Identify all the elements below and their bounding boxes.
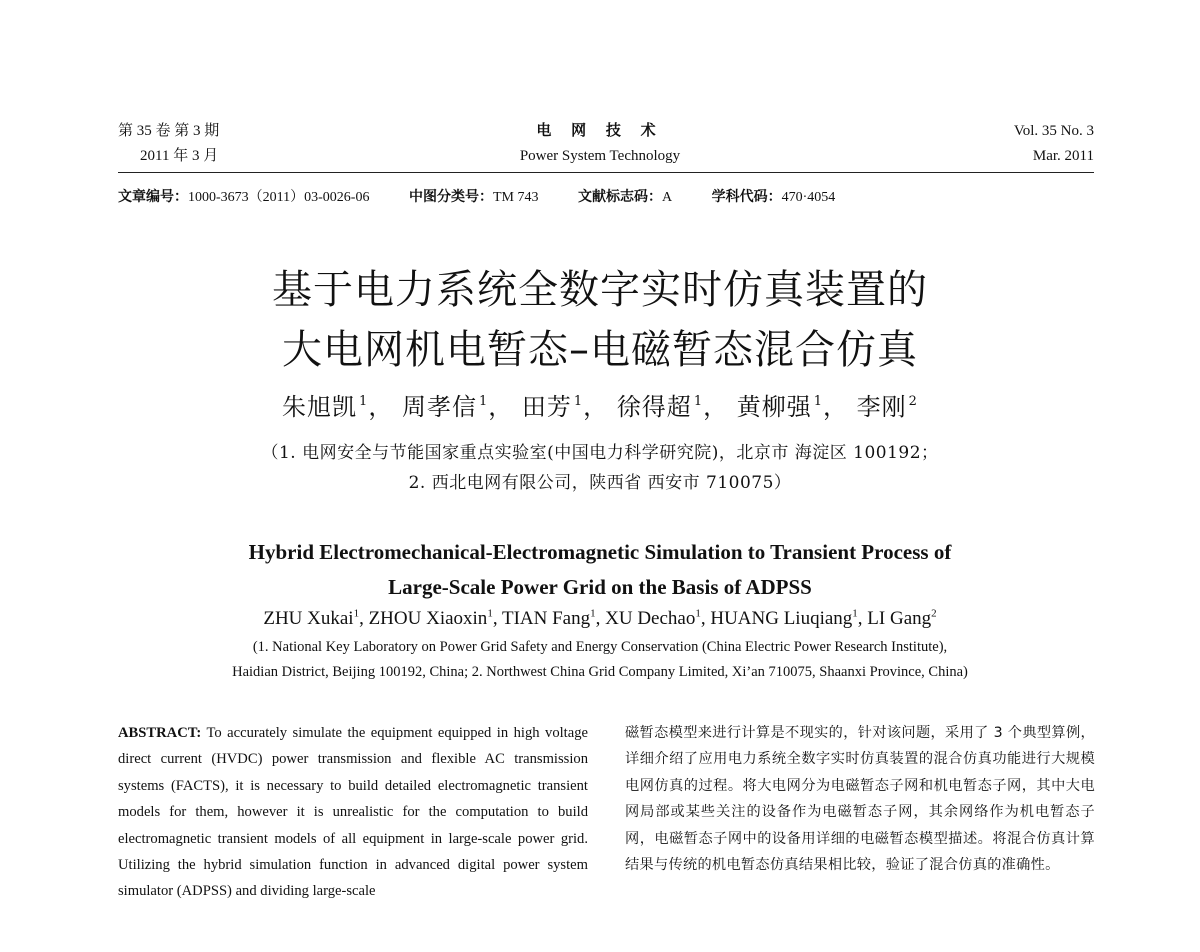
title-en-line-1: Hybrid Electromechanical-Electromagnetic Simulation to Transient Process of: [248, 540, 952, 564]
author-en: ZHU Xukai$^1$,: [263, 608, 369, 630]
date-en: Mar. 2011: [1032, 148, 1094, 164]
article-meta: [118, 186, 871, 206]
title-cn-line-1: 基于电力系统全数字实时仿真装置的: [272, 267, 928, 313]
abstract-en-text: To accurately simulate the equipment equipped in high voltage direct current (HVDC) power transmission and flexible AC transmission systems (FACTS), it is necessary to build detailed electromagnetic transient models for them, however it is unrealistic for the computation to build electromagnetic transient models of all equipment in large-scale power grid. Utilizing the hybrid simulation function in advanced digital power system simulator (ADPSS) and dividing large-scale: [118, 725, 588, 900]
date-cn: 2011 年 3 月: [140, 148, 219, 164]
clc-number: 中图分类号：TM 743: [408, 190, 539, 205]
volume-issue-cn: 第 35 卷 第 3 期: [118, 123, 220, 139]
author-en: TIAN Fang$^1$,: [501, 608, 606, 630]
journal-name-cn: 电 网 技 术: [536, 123, 664, 139]
document-code: 文献标志码：A: [577, 190, 673, 205]
author-en: XU Dechao$^1$,: [605, 608, 711, 630]
abstract-label: ABSTRACT:: [118, 725, 202, 741]
affiliation-cn-line-1: （1. 电网安全与节能国家重点实验室(中国电力科学研究院)，北京市 海淀区 100192；: [261, 443, 939, 463]
header-rule: [118, 172, 1094, 173]
article-number: 文章编号：1000-3673（2011）03-0026-06: [118, 190, 370, 205]
volume-issue-en: Vol. 35 No. 3: [1013, 123, 1094, 139]
author-cn: 李刚 $^2$: [856, 393, 918, 421]
author-en: HUANG Liuqiang$^1$,: [710, 608, 868, 630]
author-cn: 周孝信 $^1$，: [401, 393, 514, 421]
author-cn: 田芳 $^1$，: [521, 393, 609, 421]
author-cn: 朱旭凯 $^1$，: [282, 393, 394, 421]
abstract-cn: 磁暂态模型来进行计算是不现实的，针对该问题，采用了 3 个典型算例，详细介绍了应用电力系统全数字实时仿真装置的混合仿真功能进行大规模电网仿真的过程。将大电网分为电磁暂态子网和机电暂态子网，其中大电网局部或某些关注的设备作为电磁暂态子网，其余网络作为机电暂态子网，电磁暂态子网中的设备用详细的电磁暂态模型描述。将混合仿真计算结果与传统的机电暂态仿真结果相比较，验证了混合仿真的准确性。: [625, 725, 1095, 874]
author-cn: 黄柳强 $^1$，: [736, 393, 849, 421]
author-cn: 徐得超 $^1$，: [616, 393, 729, 421]
author-en: ZHOU Xiaoxin$^1$,: [368, 608, 502, 630]
journal-name-en: Power System Technology: [519, 148, 681, 164]
abstract-en: [118, 720, 588, 905]
title-en-line-2: Large-Scale Power Grid on the Basis of ADPSS: [388, 575, 812, 599]
title-cn-line-2: 大电网机电暂态–电磁暂态混合仿真: [282, 327, 918, 373]
subject-code: 学科代码：470·4054: [711, 190, 836, 205]
authors-cn: [0, 387, 1200, 422]
affiliation-en-line-2: Haidian District, Beijing 100192, China; 2. Northwest China Grid Company Limited, Xi’an 710075, Shaanxi Province, China): [232, 664, 968, 680]
authors-en: [0, 608, 1200, 630]
affiliation-en-line-1: (1. National Key Laboratory on Power Grid Safety and Energy Conservation (China Electric Power Research Institute),: [252, 639, 948, 655]
author-en: LI Gang$^2$: [867, 608, 937, 630]
affiliation-cn-line-2: 2. 西北电网有限公司，陕西省 西安市 710075）: [408, 473, 792, 493]
